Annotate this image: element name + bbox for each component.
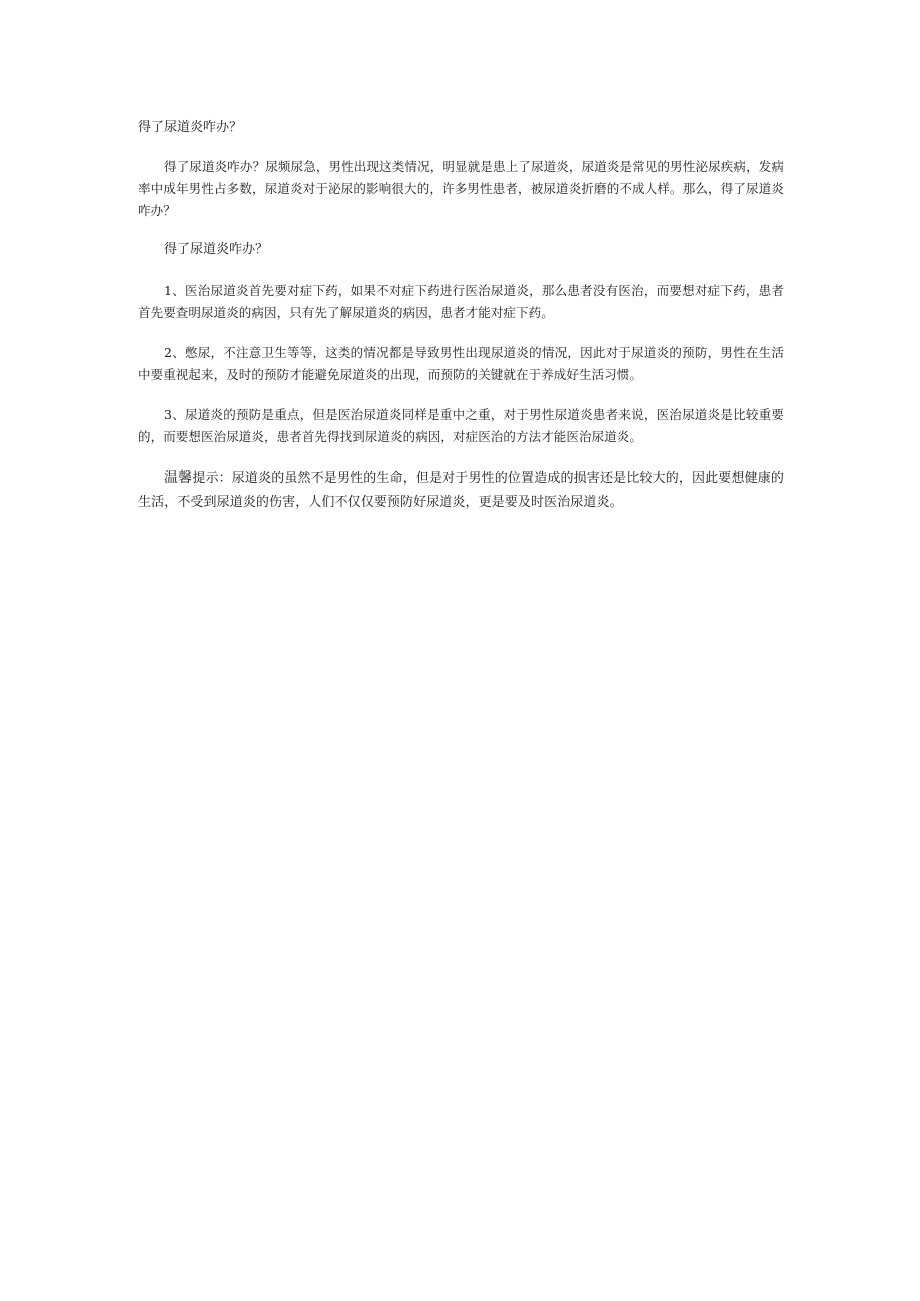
document-body (138, 118, 784, 515)
document-title: 得了尿道炎咋办？ (138, 120, 243, 135)
point-paragraph-1: 1、医治尿道炎首先要对症下药，如果不对症下药进行医治尿道炎，那么患者没有医治，而要想对症下药，患者首先要查明尿道炎的病因，只有先了解尿道炎的病因，患者才能对症下药。 (138, 283, 784, 320)
point-paragraph-2: 2、憋尿，不注意卫生等等，这类的情况都是导致男性出现尿道炎的情况，因此对于尿道炎的预防，男性在生活中要重视起来，及时的预防才能避免尿道炎的出现，而预防的关键就在于养成好生活习惯。 (138, 345, 784, 382)
tip-text: 提示：尿道炎的虽然不是男性的生命，但是对于男性的位置造成的损害还是比较大的，因此要想健康的生活，不受到尿道炎的伤害，人们不仅仅要预防好尿道炎，更是要及时医治尿道炎。 (138, 471, 784, 510)
tip-label: 温馨 (164, 470, 193, 486)
section-heading: 得了尿道炎咋办？ (164, 242, 269, 257)
point-paragraph-3: 3、尿道炎的预防是重点，但是医治尿道炎同样是重中之重，对于男性尿道炎患者来说，医治尿道炎是比较重要的，而要想医治尿道炎，患者首先得找到尿道炎的病因，对症医治的方法才能医治尿道炎。 (138, 407, 784, 444)
intro-paragraph: 得了尿道炎咋办？尿频尿急，男性出现这类情况，明显就是患上了尿道炎，尿道炎是常见的男性泌尿疾病，发病率中成年男性占多数，尿道炎对于泌尿的影响很大的，许多男性患者，被尿道炎折磨的不成人样。那么，得了尿道炎咋办？ (138, 159, 784, 218)
tip-paragraph (138, 466, 784, 515)
